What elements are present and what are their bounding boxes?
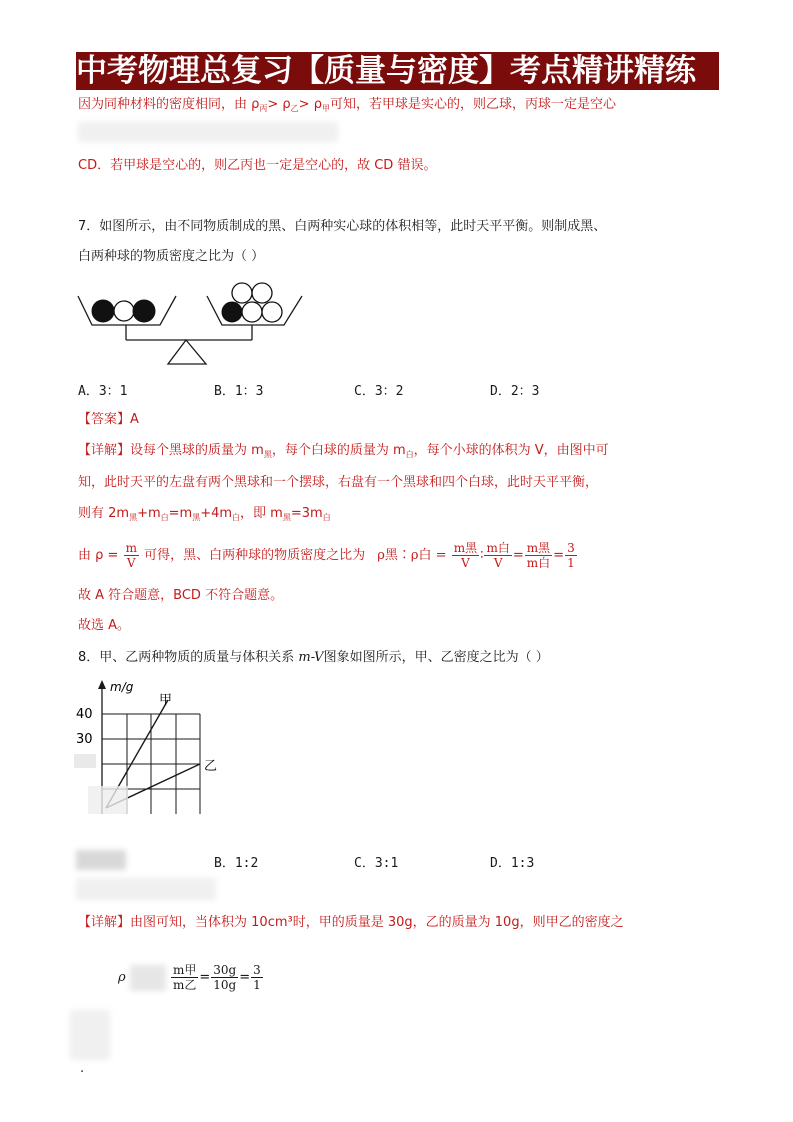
smudge	[76, 878, 216, 900]
white-ball	[242, 302, 262, 322]
q7-conclusion: 故 A 符合题意，BCD 不符合题意。	[78, 588, 284, 603]
q7-stem-line2: 白两种球的物质密度之比为（ ）	[78, 249, 265, 264]
q7-option-a[interactable]: A．3：1	[78, 384, 128, 399]
white-ball	[232, 283, 252, 303]
q7-option-b[interactable]: B．1：3	[214, 384, 264, 399]
smudge	[78, 122, 338, 142]
q7-detail-line1: 【详解】设每个黑球的质量为 $m_黑$，每个白球的质量为 $m_白$，每个小球的体积为 V，由图中可	[78, 443, 609, 459]
footer-dot: .	[80, 1061, 85, 1076]
mv-graph	[70, 676, 230, 826]
y-tick-label: 30	[76, 732, 93, 747]
smudge	[130, 965, 166, 991]
q7-detail-line3: 则有 $2m_黑+m_白=m_黑+4m_白$，即 $m_黑=3m_白$	[78, 506, 331, 522]
q8-option-c[interactable]: C．3:1	[354, 856, 399, 871]
q7-choice: 故选 A。	[78, 618, 131, 633]
black-ball	[92, 300, 114, 322]
q8-stem: 8．甲、乙两种物质的质量与体积关系 m-V图象如图所示，甲、乙密度之比为（ ）	[78, 650, 549, 665]
series-label-yi: 乙	[204, 759, 218, 774]
white-ball	[114, 301, 134, 321]
q7-stem-line1: 7．如图所示，由不同物质制成的黑、白两种实心球的体积相等，此时天平平衡。则制成黑、	[78, 219, 607, 234]
y-axis-label: m/g	[110, 680, 134, 694]
white-ball	[262, 302, 282, 322]
black-ball	[133, 300, 155, 322]
prev-explanation-line1: 因为同种材料的密度相同，由 $\rho_丙> \rho_乙> \rho_甲$可知，若甲球是实心的，则乙球，丙球一定是空心	[78, 97, 616, 113]
black-ball	[222, 302, 242, 322]
q8-final-ratio: ρ $\frac{\text{m甲}}{\text{m乙}}$ = $\frac{30g}{10g}$ = $\frac{3}{1}$	[118, 963, 261, 992]
q7-option-d[interactable]: D．2：3	[490, 384, 540, 399]
series-label-jia: 甲	[159, 693, 173, 708]
q7-answer: 【答案】A	[78, 412, 139, 427]
q8-option-a-smudge	[76, 850, 126, 870]
smudge	[70, 1010, 110, 1060]
page-title-banner: 中考物理总复习【质量与密度】考点精讲精练	[76, 52, 719, 90]
q8-option-b[interactable]: B．1:2	[214, 856, 259, 871]
q7-formula-line: 由 ρ = $\frac{m}{V}$ 可得，黑、白两种球的物质密度之比为 ρ黑∶ρ白 = $\frac{\text{m黑}}{V}$ ∶ $\frac{\text{m白}}{V}$ = $\frac{\text{m黑}}{\text{m白}}$ = $\frac{3}{1}$	[78, 541, 575, 570]
q7-detail-line2: 知，此时天平的左盘有两个黑球和一个摆球，右盘有一个黑球和四个白球，此时天平平衡，	[78, 475, 599, 490]
fulcrum	[168, 340, 206, 364]
q8-option-d[interactable]: D．1:3	[490, 856, 535, 871]
q8-detail: 【详解】由图可知，当体积为 10cm³时，甲的质量是 30g，乙的质量为 10g，则甲乙的密度之	[78, 915, 624, 930]
white-ball	[252, 283, 272, 303]
prev-explanation-line2: CD．若甲球是空心的，则乙丙也一定是空心的，故 CD 错误。	[78, 158, 437, 173]
y-tick-label: 40	[76, 707, 93, 722]
q7-option-c[interactable]: C．3：2	[354, 384, 404, 399]
balance-figure	[76, 278, 308, 370]
